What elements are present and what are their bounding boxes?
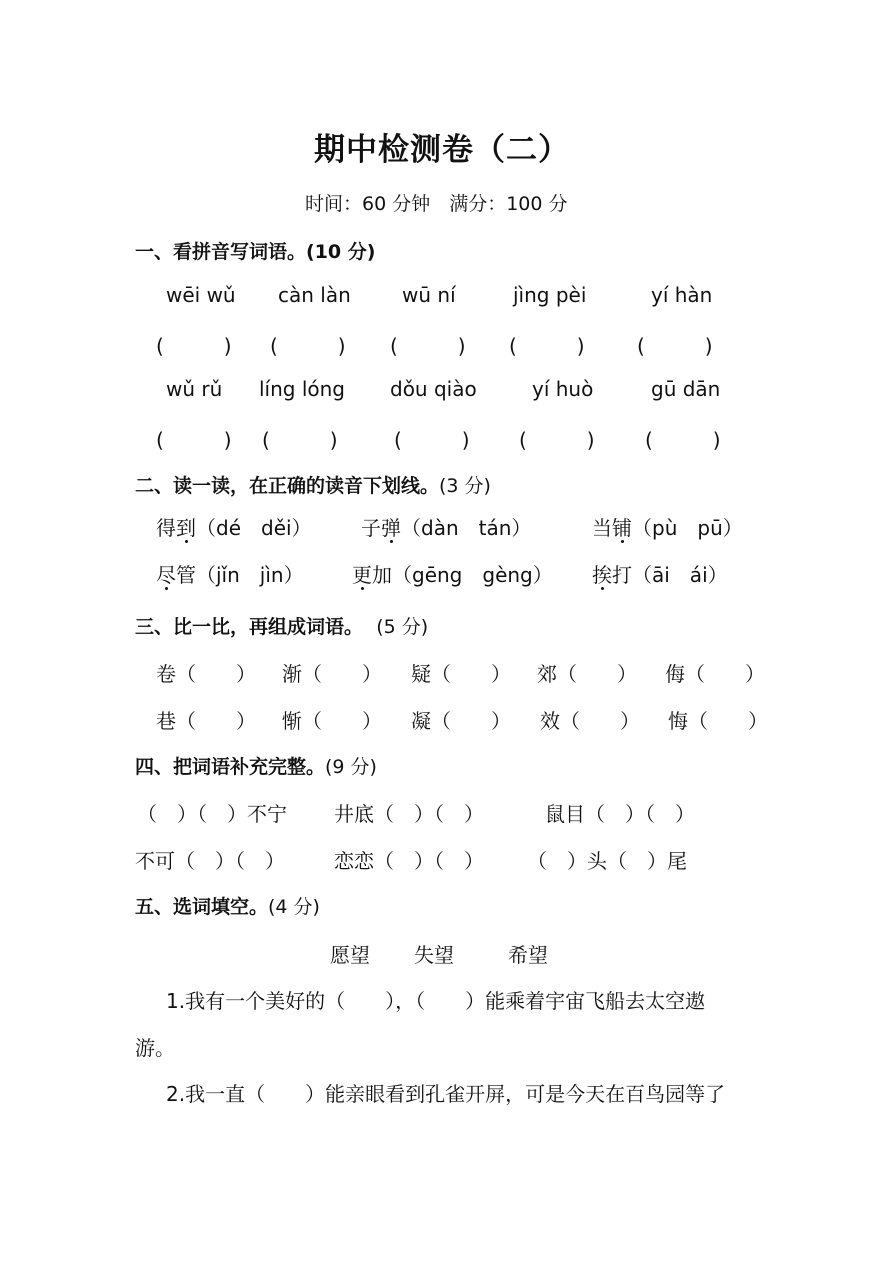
idiom-item[interactable]: 不可（ ）（ ）: [135, 849, 285, 873]
reading-item-options[interactable]: （pù pū）: [632, 516, 743, 540]
pinyin-2: càn làn: [278, 283, 351, 307]
reading-item-dotted-char: 挨: [592, 563, 612, 587]
reading-item-dotted-char: 弹: [381, 516, 401, 540]
answer-blank[interactable]: ( ): [156, 334, 232, 358]
compare-item[interactable]: 惭（ ）: [282, 709, 382, 733]
question-1[interactable]: 1.我有一个美好的（ ），（ ）能乘着宇宙飞船去太空遨: [166, 989, 706, 1013]
section-2-points: (3 分): [439, 475, 491, 497]
answer-blank[interactable]: ( ): [519, 428, 595, 452]
compare-item[interactable]: 渐（ ）: [282, 662, 382, 686]
idiom-item[interactable]: （ ）头（ ）尾: [527, 849, 687, 873]
reading-item: [156, 512, 312, 541]
compare-item[interactable]: 侮（ ）: [665, 662, 765, 686]
reading-item-options[interactable]: （gēng gèng）: [392, 563, 553, 587]
pinyin-3: wū ní: [402, 283, 456, 307]
reading-item-char: 加: [372, 563, 392, 587]
pinyin-6: wǔ rǔ: [166, 377, 223, 401]
reading-item: [352, 559, 553, 588]
answer-blank[interactable]: ( ): [262, 428, 338, 452]
reading-item-char: 打: [612, 563, 632, 587]
compare-item[interactable]: 巷（ ）: [156, 709, 256, 733]
compare-item[interactable]: 疑（ ）: [411, 662, 511, 686]
compare-item[interactable]: 凝（ ）: [411, 709, 511, 733]
reading-item-options[interactable]: （dé děi）: [196, 516, 312, 540]
idiom-item[interactable]: （ ）（ ）不宁: [137, 802, 287, 826]
idiom-item[interactable]: 井底（ ）（ ）: [334, 802, 484, 826]
compare-item[interactable]: 悔（ ）: [668, 709, 768, 733]
section-1-heading: 一、看拼音写词语。(10 分): [135, 241, 376, 263]
section-3-points: (5 分): [376, 616, 429, 638]
word-choice: 愿望: [330, 943, 370, 967]
section-3-title: 三、比一比，再组成词语。: [135, 616, 364, 638]
pinyin-7: líng lóng: [259, 377, 346, 401]
section-3-heading: [135, 612, 428, 639]
section-2-heading: [135, 471, 491, 498]
answer-blank[interactable]: ( ): [156, 428, 232, 452]
reading-item-char: 子: [361, 516, 381, 540]
pinyin-1: wēi wǔ: [166, 283, 236, 307]
word-choice: 失望: [414, 943, 454, 967]
answer-blank[interactable]: ( ): [270, 334, 346, 358]
question-2[interactable]: 2.我一直（ ）能亲眼看到孔雀开屏，可是今天在百鸟园等了: [166, 1082, 726, 1106]
pinyin-10: gū dān: [651, 377, 721, 401]
pinyin-5: yí hàn: [651, 283, 713, 307]
answer-blank[interactable]: ( ): [637, 334, 713, 358]
section-4-title: 四、把词语补充完整。: [135, 756, 326, 778]
reading-item-dotted-char: 更: [352, 563, 372, 587]
word-choice: 希望: [508, 943, 548, 967]
reading-item-char: 得: [156, 516, 176, 540]
page-title: 期中检测卷（二）: [314, 132, 570, 168]
reading-item-options[interactable]: （āi ái）: [632, 563, 728, 587]
reading-item-options[interactable]: （jǐn jìn）: [196, 563, 304, 587]
reading-item-char: 管: [176, 563, 196, 587]
pinyin-4: jìng pèi: [513, 283, 587, 307]
section-5-points: (4 分): [268, 896, 320, 918]
pinyin-8: dǒu qiào: [390, 377, 477, 401]
reading-item: [592, 559, 728, 588]
question-1-continuation: 游。: [135, 1036, 175, 1060]
answer-blank[interactable]: ( ): [645, 428, 721, 452]
exam-meta: 时间：60 分钟 满分：100 分: [305, 193, 568, 215]
compare-item[interactable]: 卷（ ）: [156, 662, 256, 686]
section-4-heading: [135, 752, 377, 779]
compare-item[interactable]: 郊（ ）: [537, 662, 637, 686]
answer-blank[interactable]: ( ): [390, 334, 466, 358]
answer-blank[interactable]: ( ): [394, 428, 470, 452]
reading-item: [592, 512, 743, 541]
compare-item[interactable]: 效（ ）: [540, 709, 640, 733]
reading-item-dotted-char: 到: [176, 516, 196, 540]
idiom-item[interactable]: 鼠目（ ）（ ）: [545, 802, 695, 826]
section-5-title: 五、选词填空。: [135, 896, 269, 918]
reading-item: [156, 559, 304, 588]
reading-item: [361, 512, 531, 541]
reading-item-options[interactable]: （dàn tán）: [401, 516, 532, 540]
section-4-points: (9 分): [325, 756, 377, 778]
reading-item-char: 当: [592, 516, 612, 540]
idiom-item[interactable]: 恋恋（ ）（ ）: [334, 849, 484, 873]
answer-blank[interactable]: ( ): [509, 334, 585, 358]
section-5-heading: [135, 892, 320, 919]
section-2-title: 二、读一读，在正确的读音下划线。: [135, 475, 440, 497]
reading-item-dotted-char: 铺: [612, 516, 632, 540]
pinyin-9: yí huò: [532, 377, 594, 401]
reading-item-dotted-char: 尽: [156, 563, 176, 587]
